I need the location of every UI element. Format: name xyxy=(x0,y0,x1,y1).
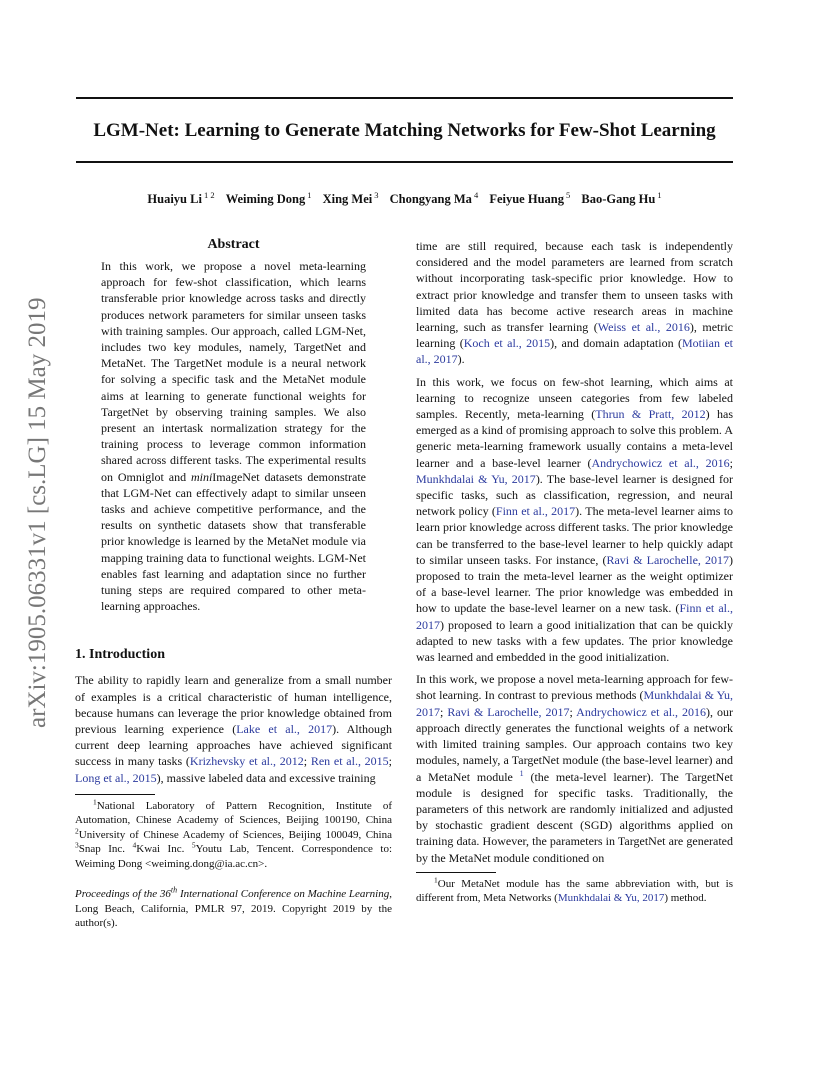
author: Chongyang Ma $^4$ xyxy=(389,190,479,206)
footnote-marker[interactable]: 1 xyxy=(519,768,524,778)
metanet-footnote: $^1$Our MetaNet module has the same abbreviation with, but is different from, Meta Networks (Munkhdalai & Yu, 2017) method. xyxy=(416,875,733,905)
citation-link[interactable]: Lake et al., 2017 xyxy=(236,722,333,737)
affiliation-footnote: $^1$National Laboratory of Pattern Recognition, Institute of Automation, Chinese Academy of Sciences, Beijing 100190, China $^2$University of Chinese Academy of Sciences, Beijing 100049, China $^3$Snap Inc. $^4$Kwai Inc. $^5$Youtu Lab, Tencent. Correspondence to: Weiming Dong <weiming.dong@ia.ac.cn>. xyxy=(75,797,393,870)
citation-link[interactable]: Ravi & Larochelle, 2017 xyxy=(447,704,570,719)
intro-paragraph: The ability to rapidly learn and generalize from a small number of examples is a critical characteristic of human intelligence, because humans can leverage the prior knowledge obtained from previous learning experience (Lake et al., 2017). Although current deep learning approaches have achieved significant success in many tasks (Krizhevsky et al., 2012; Ren et al., 2015; Long et al., 2015), massive labeled data and excessive training xyxy=(75,673,393,785)
citation-link[interactable]: Finn et al., 2017 xyxy=(495,504,576,519)
citation-link[interactable]: Munkhdalai & Yu, 2017 xyxy=(416,471,536,486)
citation-link[interactable]: Munkhdalai & Yu, 2017 xyxy=(416,688,734,719)
citation-link[interactable]: Motiian et al., 2017 xyxy=(416,336,734,367)
footnote-rule xyxy=(416,872,496,873)
author: Huaiyu Li $^{1 2}$ xyxy=(147,190,215,206)
citation-link[interactable]: Krizhevsky et al., 2012 xyxy=(189,754,304,769)
right-column xyxy=(416,238,733,906)
author: Bao-Gang Hu $^1$ xyxy=(581,190,662,206)
author-list xyxy=(60,190,749,208)
footnote-rule xyxy=(75,794,155,795)
body-paragraph: time are still required, because each task is independently considered and the model parameters are learned from scratch without incorporating task-specific prior knowledge. How to extract prior knowledge and transfer them to unseen tasks with limited data has become active research areas in machine learning, such as transfer learning (Weiss et al., 2016), metric learning (Koch et al., 2015), and domain adaptation (Motiian et al., 2017). xyxy=(416,239,734,367)
body-paragraph: In this work, we focus on few-shot learning, which aims at learning to recognize unseen categories from few labeled samples. Recently, meta-learning (Thrun & Pratt, 2012) has emerged as a kind of promising approach to solve this problem. A generic meta-learning framework usually contains a meta-level learner and a base-level learner (Andrychowicz et al., 2016; Munkhdalai & Yu, 2017). The base-level learner is designed for specific tasks, such as classification, regression, and neural network policy (Finn et al., 2017). The meta-level learner aims to learn prior knowledge across different tasks. The prior knowledge can be transferred to the base-level learner to help quickly adapt to similar unseen tasks. For instance, (Ravi & Larochelle, 2017) proposed to train the meta-level learner as the weight optimizer of a base-level learner. The prior knowledge was embedded in how to update the base-level learner on a new task. (Finn et al., 2017) proposed to learn a good initialization that can be quickly adapted to new tasks with a few updates. The prior knowledge was learned and embedded in the good initialization. xyxy=(416,374,734,665)
citation-link[interactable]: Long et al., 2015 xyxy=(75,770,157,785)
author: Weiming Dong $^1$ xyxy=(225,190,312,206)
left-column xyxy=(75,236,392,931)
paper-title: LGM-Net: Learning to Generate Matching Networks for Few-Shot Learning xyxy=(93,120,716,141)
top-rule xyxy=(76,97,733,99)
citation-link[interactable]: Thrun & Pratt, 2012 xyxy=(595,407,706,422)
citation-link[interactable]: Ren et al., 2015 xyxy=(310,754,389,769)
citation-link[interactable]: Ravi & Larochelle, 2017 xyxy=(606,552,730,567)
arxiv-stamp: arXiv:1905.06331v1 [cs.LG] 15 May 2019 xyxy=(24,297,51,729)
abstract-heading: Abstract xyxy=(207,237,260,252)
author: Xing Mei $^3$ xyxy=(322,190,379,206)
body-paragraph: In this work, we propose a novel meta-learning approach for few-shot learning. In contrast to previous methods (Munkhdalai & Yu, 2017; Ravi & Larochelle, 2017; Andrychowicz et al., 2016), our approach directly generates the functional weights of a network with limited training samples. Our approach contains two key modules, namely, a TargetNet module (the base-level learner) and a MetaNet module $^1$ (the meta-level learner). The TargetNet module is designed for specific tasks. Traditionally, the parameters of this network are randomly initialized and adjusted by stochastic gradient descent (SGD) algorithms applied on training data. However, the parameters in TargetNet are generated by the MetaNet module conditioned on xyxy=(416,672,734,865)
abstract-text: In this work, we propose a novel meta-learning approach for few-shot classification, which learns transferable prior knowledge across tasks and directly produces network parameters for similar unseen tasks with training samples. Our approach, called LGM-Net, includes two key modules, namely, TargetNet and MetaNet. The TargetNet module is a neural network for solving a specific task and the MetaNet module aims at learning to generate functional weights for TargetNet by observing training samples. We also present an intertask normalization strategy for the training process to leverage common information shared across different tasks. The experimental results on Omniglot and miniImageNet datasets demonstrate that LGM-Net can effectively adapt to similar unseen tasks and achieve competitive performance, and the results on synthetic datasets show that transferable prior knowledge is learned by the MetaNet module via mapping training data to functional weights. LGM-Net enables fast learning and adaptation since no further tuning steps are required compared to other meta-learning approaches. xyxy=(101,259,366,614)
citation-link[interactable]: Koch et al., 2015 xyxy=(463,336,551,351)
citation-link[interactable]: Munkhdalai & Yu, 2017 xyxy=(557,892,665,905)
citation-link[interactable]: Finn et al., 2017 xyxy=(416,601,734,632)
citation-link[interactable]: Weiss et al., 2016 xyxy=(597,320,690,335)
citation-link[interactable]: Andrychowicz et al., 2016 xyxy=(576,704,707,719)
citation-link[interactable]: Andrychowicz et al., 2016 xyxy=(591,455,730,470)
proceedings-note: Proceedings of the 36th International Conference on Machine Learning, Long Beach, California, PMLR 97, 2019. Copyright 2019 by the author(s). xyxy=(75,885,392,930)
title-bottom-rule xyxy=(76,161,733,163)
author: Feiyue Huang $^5$ xyxy=(489,190,571,206)
section-heading-introduction: 1. Introduction xyxy=(75,647,165,663)
